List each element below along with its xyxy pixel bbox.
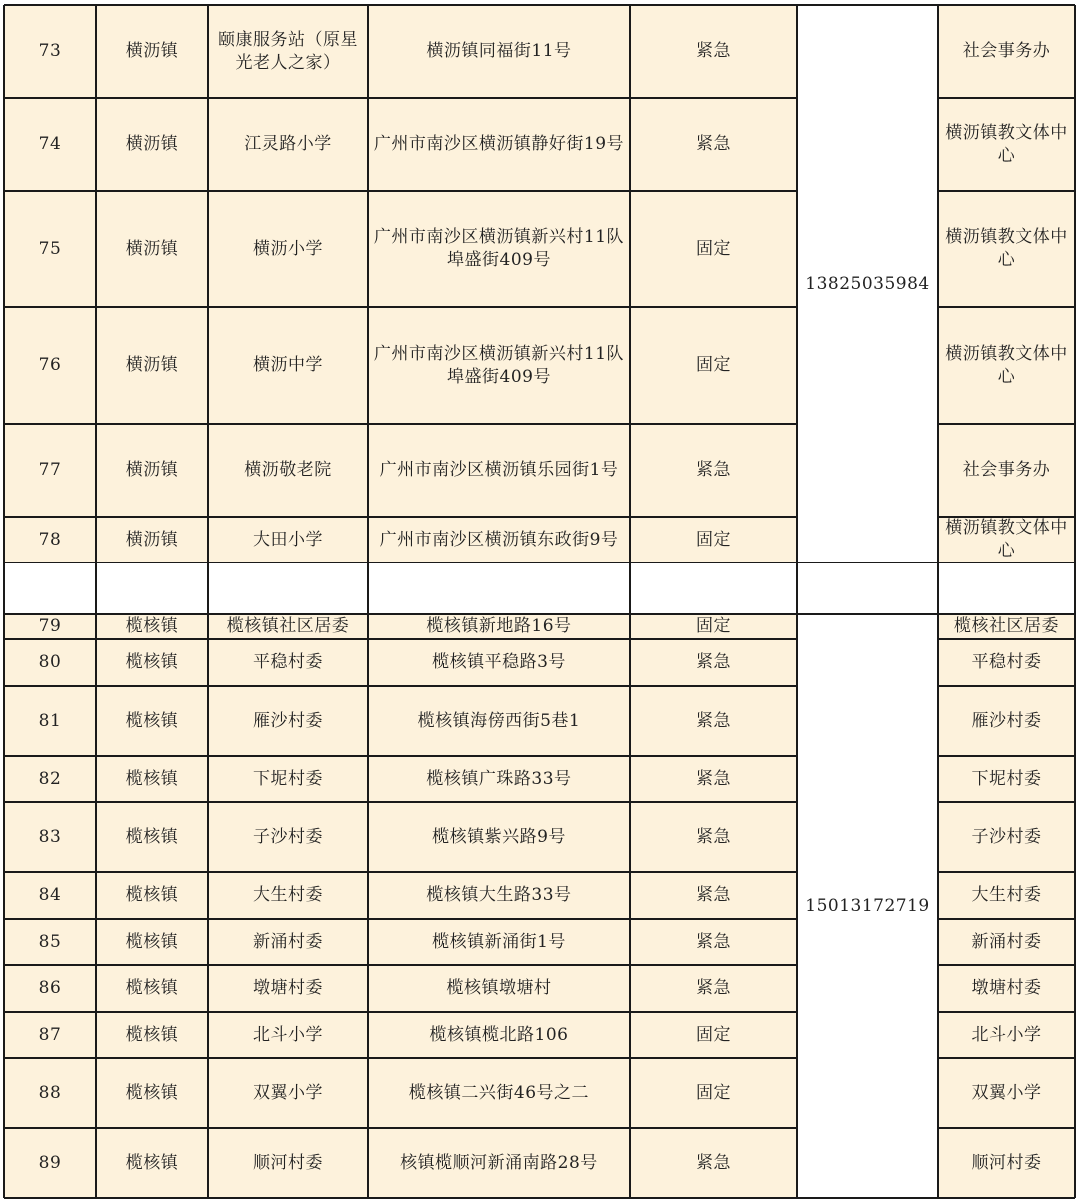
address-cell: 广州市南沙区横沥镇新兴村11队埠盛街409号 bbox=[368, 191, 630, 307]
site-type-cell: 固定 bbox=[630, 1012, 797, 1058]
department-cell: 大生村委 bbox=[938, 872, 1075, 919]
blank-cell bbox=[4, 563, 96, 614]
address-cell: 榄核镇海傍西街5巷1 bbox=[368, 686, 630, 756]
site-type-cell: 紧急 bbox=[630, 919, 797, 965]
department-cell: 顺河村委 bbox=[938, 1128, 1075, 1198]
site-type-cell: 紧急 bbox=[630, 756, 797, 802]
column-divider bbox=[937, 614, 939, 1198]
town-cell: 榄核镇 bbox=[96, 1128, 208, 1198]
department-cell: 社会事务办 bbox=[938, 5, 1075, 98]
site-type-cell: 紧急 bbox=[630, 639, 797, 686]
department-cell: 社会事务办 bbox=[938, 424, 1075, 517]
address-cell: 榄核镇紫兴路9号 bbox=[368, 802, 630, 872]
column-divider bbox=[629, 563, 631, 614]
town-cell: 榄核镇 bbox=[96, 639, 208, 686]
department-cell: 墩塘村委 bbox=[938, 965, 1075, 1012]
row-number-cell: 83 bbox=[4, 802, 96, 872]
town-cell: 榄核镇 bbox=[96, 756, 208, 802]
column-divider bbox=[207, 614, 209, 1198]
address-cell: 榄核镇大生路33号 bbox=[368, 872, 630, 919]
address-cell: 榄核镇平稳路3号 bbox=[368, 639, 630, 686]
row-number-cell: 86 bbox=[4, 965, 96, 1012]
site-name-cell: 双翼小学 bbox=[208, 1058, 368, 1128]
address-cell: 榄核镇广珠路33号 bbox=[368, 756, 630, 802]
department-cell: 雁沙村委 bbox=[938, 686, 1075, 756]
blank-cell bbox=[96, 563, 208, 614]
column-divider bbox=[367, 614, 369, 1198]
department-cell: 北斗小学 bbox=[938, 1012, 1075, 1058]
row-divider bbox=[4, 964, 798, 966]
department-cell: 横沥镇教文体中心 bbox=[938, 517, 1075, 563]
site-type-cell: 紧急 bbox=[630, 98, 797, 191]
row-divider bbox=[4, 4, 798, 6]
address-cell: 广州市南沙区横沥镇新兴村11队埠盛街409号 bbox=[368, 307, 630, 424]
site-type-cell: 固定 bbox=[630, 191, 797, 307]
row-divider bbox=[937, 964, 1075, 966]
row-divider bbox=[937, 613, 1075, 615]
town-cell: 榄核镇 bbox=[96, 614, 208, 639]
row-number-cell: 79 bbox=[4, 614, 96, 639]
town-cell: 榄核镇 bbox=[96, 686, 208, 756]
site-type-cell: 紧急 bbox=[630, 1128, 797, 1198]
column-divider bbox=[796, 563, 798, 614]
department-cell: 横沥镇教文体中心 bbox=[938, 191, 1075, 307]
site-name-cell: 横沥中学 bbox=[208, 307, 368, 424]
column-divider bbox=[629, 5, 631, 563]
row-number-cell: 84 bbox=[4, 872, 96, 919]
column-divider bbox=[629, 614, 631, 1198]
row-divider bbox=[937, 918, 1075, 920]
site-type-cell: 紧急 bbox=[630, 686, 797, 756]
column-divider bbox=[796, 5, 798, 563]
address-cell: 榄核镇二兴街46号之二 bbox=[368, 1058, 630, 1128]
site-name-cell: 平稳村委 bbox=[208, 639, 368, 686]
address-cell: 广州市南沙区横沥镇乐园街1号 bbox=[368, 424, 630, 517]
row-number-cell: 88 bbox=[4, 1058, 96, 1128]
row-divider bbox=[937, 755, 1075, 757]
town-cell: 榄核镇 bbox=[96, 1012, 208, 1058]
site-type-cell: 紧急 bbox=[630, 872, 797, 919]
row-divider bbox=[937, 4, 1075, 6]
department-cell: 横沥镇教文体中心 bbox=[938, 307, 1075, 424]
row-number-cell: 76 bbox=[4, 307, 96, 424]
column-divider bbox=[207, 563, 209, 614]
town-cell: 横沥镇 bbox=[96, 5, 208, 98]
site-name-cell: 横沥小学 bbox=[208, 191, 368, 307]
column-divider bbox=[367, 563, 369, 614]
department-cell: 双翼小学 bbox=[938, 1058, 1075, 1128]
department-cell: 新涌村委 bbox=[938, 919, 1075, 965]
department-cell: 下坭村委 bbox=[938, 756, 1075, 802]
row-divider bbox=[937, 638, 1075, 640]
site-name-cell: 新涌村委 bbox=[208, 919, 368, 965]
column-divider bbox=[367, 5, 369, 563]
column-divider bbox=[3, 614, 5, 1198]
blank-cell bbox=[938, 563, 1075, 614]
site-name-cell: 大田小学 bbox=[208, 517, 368, 563]
address-cell: 广州市南沙区横沥镇静好街19号 bbox=[368, 98, 630, 191]
row-divider bbox=[4, 1057, 798, 1059]
address-cell: 榄核镇新涌街1号 bbox=[368, 919, 630, 965]
town-cell: 横沥镇 bbox=[96, 191, 208, 307]
town-cell: 横沥镇 bbox=[96, 517, 208, 563]
row-divider bbox=[4, 1011, 798, 1013]
town-cell: 榄核镇 bbox=[96, 1058, 208, 1128]
row-divider bbox=[4, 1127, 798, 1129]
phone-cell: 15013172719 bbox=[797, 614, 938, 1198]
address-cell: 榄核镇新地路16号 bbox=[368, 614, 630, 639]
column-divider bbox=[937, 563, 939, 614]
row-number-cell: 74 bbox=[4, 98, 96, 191]
town-cell: 榄核镇 bbox=[96, 919, 208, 965]
row-divider bbox=[4, 97, 798, 99]
town-cell: 横沥镇 bbox=[96, 424, 208, 517]
site-name-cell: 北斗小学 bbox=[208, 1012, 368, 1058]
department-cell: 子沙村委 bbox=[938, 802, 1075, 872]
row-number-cell: 81 bbox=[4, 686, 96, 756]
department-cell: 横沥镇教文体中心 bbox=[938, 98, 1075, 191]
site-name-cell: 子沙村委 bbox=[208, 802, 368, 872]
row-divider bbox=[4, 423, 798, 425]
column-divider bbox=[207, 5, 209, 563]
blank-cell bbox=[797, 563, 938, 614]
column-divider bbox=[937, 5, 939, 563]
address-cell: 核镇榄顺河新涌南路28号 bbox=[368, 1128, 630, 1198]
site-type-cell: 固定 bbox=[630, 307, 797, 424]
row-divider bbox=[797, 613, 938, 615]
site-name-cell: 江灵路小学 bbox=[208, 98, 368, 191]
column-divider bbox=[95, 563, 97, 614]
row-divider bbox=[937, 516, 1075, 518]
row-divider bbox=[4, 871, 798, 873]
address-cell: 榄核镇榄北路106 bbox=[368, 1012, 630, 1058]
row-divider bbox=[4, 685, 798, 687]
row-divider bbox=[4, 1197, 798, 1199]
site-name-cell: 顺河村委 bbox=[208, 1128, 368, 1198]
row-divider bbox=[937, 1127, 1075, 1129]
town-cell: 榄核镇 bbox=[96, 872, 208, 919]
site-type-cell: 固定 bbox=[630, 1058, 797, 1128]
site-name-cell: 颐康服务站（原星光老人之家） bbox=[208, 5, 368, 98]
site-type-cell: 紧急 bbox=[630, 965, 797, 1012]
row-divider bbox=[4, 190, 798, 192]
row-divider bbox=[4, 516, 798, 518]
site-name-cell: 榄核镇社区居委 bbox=[208, 614, 368, 639]
row-divider bbox=[937, 1197, 1075, 1199]
row-number-cell: 73 bbox=[4, 5, 96, 98]
column-divider bbox=[95, 614, 97, 1198]
row-number-cell: 85 bbox=[4, 919, 96, 965]
row-divider bbox=[937, 306, 1075, 308]
row-divider bbox=[4, 638, 798, 640]
column-divider bbox=[3, 563, 5, 614]
column-divider bbox=[1074, 563, 1076, 614]
site-type-cell: 固定 bbox=[630, 517, 797, 563]
site-type-cell: 紧急 bbox=[630, 424, 797, 517]
site-type-cell: 紧急 bbox=[630, 802, 797, 872]
row-divider bbox=[937, 97, 1075, 99]
row-divider bbox=[937, 1057, 1075, 1059]
row-divider bbox=[4, 918, 798, 920]
row-number-cell: 78 bbox=[4, 517, 96, 563]
blank-cell bbox=[368, 563, 630, 614]
row-divider bbox=[937, 801, 1075, 803]
address-cell: 广州市南沙区横沥镇东政街9号 bbox=[368, 517, 630, 563]
row-number-cell: 89 bbox=[4, 1128, 96, 1198]
column-divider bbox=[1074, 5, 1076, 563]
row-divider bbox=[937, 871, 1075, 873]
row-divider bbox=[937, 1011, 1075, 1013]
site-name-cell: 大生村委 bbox=[208, 872, 368, 919]
row-number-cell: 82 bbox=[4, 756, 96, 802]
column-divider bbox=[3, 5, 5, 563]
blank-cell bbox=[208, 563, 368, 614]
town-cell: 横沥镇 bbox=[96, 98, 208, 191]
department-cell: 榄核社区居委 bbox=[938, 614, 1075, 639]
town-cell: 榄核镇 bbox=[96, 802, 208, 872]
site-name-cell: 雁沙村委 bbox=[208, 686, 368, 756]
row-number-cell: 77 bbox=[4, 424, 96, 517]
site-name-cell: 下坭村委 bbox=[208, 756, 368, 802]
row-divider bbox=[4, 755, 798, 757]
town-cell: 榄核镇 bbox=[96, 965, 208, 1012]
row-number-cell: 87 bbox=[4, 1012, 96, 1058]
phone-cell: 13825035984 bbox=[797, 5, 938, 563]
row-divider bbox=[937, 190, 1075, 192]
department-cell: 平稳村委 bbox=[938, 639, 1075, 686]
row-number-cell: 80 bbox=[4, 639, 96, 686]
row-divider bbox=[937, 685, 1075, 687]
column-divider bbox=[1074, 614, 1076, 1198]
town-cell: 横沥镇 bbox=[96, 307, 208, 424]
site-type-cell: 固定 bbox=[630, 614, 797, 639]
address-cell: 榄核镇墩塘村 bbox=[368, 965, 630, 1012]
site-type-cell: 紧急 bbox=[630, 5, 797, 98]
row-divider bbox=[797, 1197, 938, 1199]
row-divider bbox=[4, 306, 798, 308]
column-divider bbox=[796, 614, 798, 1198]
site-name-cell: 墩塘村委 bbox=[208, 965, 368, 1012]
site-name-cell: 横沥敬老院 bbox=[208, 424, 368, 517]
row-divider bbox=[797, 4, 938, 6]
row-divider bbox=[4, 613, 798, 615]
blank-cell bbox=[630, 563, 797, 614]
column-divider bbox=[95, 5, 97, 563]
row-divider bbox=[4, 801, 798, 803]
address-cell: 横沥镇同福街11号 bbox=[368, 5, 630, 98]
row-divider bbox=[937, 423, 1075, 425]
row-number-cell: 75 bbox=[4, 191, 96, 307]
